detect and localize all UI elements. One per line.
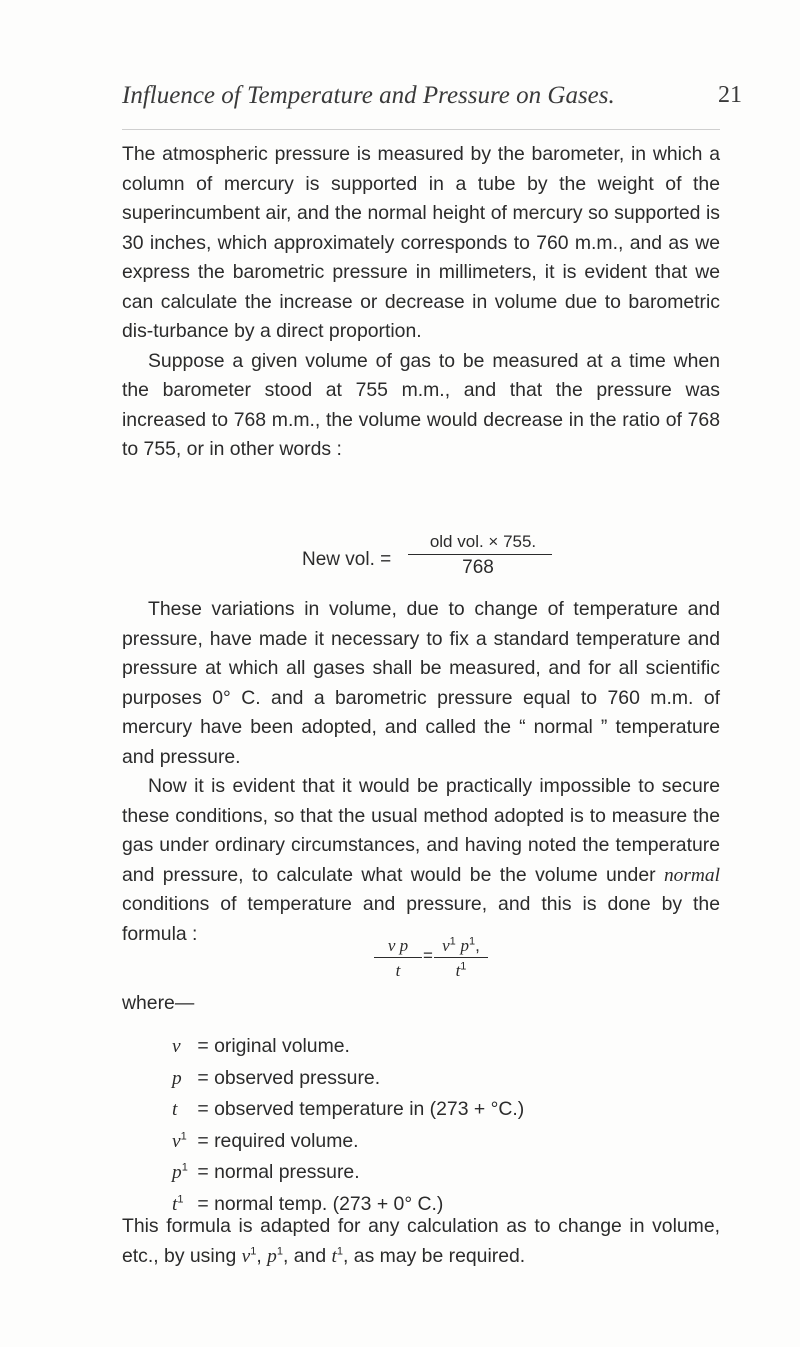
definition-symbol (172, 1126, 192, 1158)
formula-comma: , (475, 936, 480, 955)
formula-left-fraction (374, 936, 422, 981)
body-text-middle (122, 595, 720, 949)
closing-sup: 1 (336, 1245, 344, 1258)
symbol-letter: t (172, 1193, 178, 1215)
body-text-top (122, 140, 720, 465)
closing-var-v: v (241, 1245, 251, 1267)
definition-text: = observed pressure. (192, 1066, 381, 1089)
equation-numerator: old vol. × 755. (429, 532, 537, 551)
equation-gas-formula (374, 936, 494, 996)
formula-sup: 1 (469, 935, 476, 948)
symbol-sup: 1 (177, 1193, 184, 1206)
symbol-sup: 1 (181, 1161, 188, 1174)
closing-sep: , (256, 1244, 268, 1267)
symbol-letter: t (172, 1099, 178, 1120)
definition-symbol (172, 1063, 192, 1095)
equation-fraction (408, 532, 558, 579)
paragraph-suppose: Suppose a given volume of gas to be measured at a time when the barometer stood at 755 m.m., and that the pressure was increased to 768 m.m., the volume would decrease in the ratio of 768 to 755, or in other words : (122, 349, 720, 460)
formula-left-bar (374, 957, 422, 958)
definition-text: = normal temp. (273 + 0° C.) (192, 1192, 444, 1215)
definition-text: = original volume. (192, 1035, 350, 1057)
italic-normal: normal (663, 864, 720, 886)
definition-row (172, 1126, 524, 1158)
formula-right-bar (434, 957, 488, 958)
formula-right-numerator (442, 936, 480, 955)
closing-sup: 1 (276, 1245, 283, 1258)
closing-sup: 1 (250, 1245, 257, 1258)
definition-symbol (172, 1094, 192, 1126)
where-label: where— (122, 992, 195, 1014)
running-head (122, 82, 742, 122)
closing-part2: , as may be required. (343, 1244, 526, 1267)
running-title: Influence of Temperature and Pressure on Gases. (122, 82, 615, 109)
paragraph-closing (122, 1212, 720, 1271)
fraction-bar (408, 554, 552, 555)
closing-sep: , and (282, 1244, 332, 1267)
paragraph-now-evident-part1: Now it is evident that it would be practically impossible to secure these conditions, so that the usual method adopted is to measure the gas under ordinary circumstances, and having noted the temperature and pressure, to calculate what would be the volume under (122, 775, 720, 886)
symbol-letter: v (172, 1036, 181, 1057)
page-number: 21 (718, 82, 742, 108)
definition-row (172, 1063, 524, 1095)
closing-var-p: p (267, 1245, 277, 1267)
closing-var-t: t (331, 1245, 337, 1267)
definition-text: = observed temperature in (273 + °C.) (192, 1098, 525, 1120)
definition-row (172, 1157, 524, 1189)
definition-symbol (172, 1031, 192, 1063)
definition-symbol (172, 1157, 192, 1189)
definition-row (172, 1031, 524, 1063)
symbol-letter: p (172, 1162, 182, 1183)
formula-var-t1: t (455, 961, 461, 980)
header-rule (122, 129, 720, 130)
formula-right-fraction (434, 936, 488, 981)
formula-left-numerator: v p (387, 936, 409, 955)
formula-sup: 1 (460, 960, 467, 973)
equation-lhs: New vol. = (302, 549, 392, 570)
formula-right-denominator (456, 961, 467, 980)
formula-left-denominator: t (395, 961, 401, 980)
formula-sup: 1 (449, 935, 456, 948)
definition-row (172, 1094, 524, 1126)
definitions-list (172, 1031, 524, 1220)
symbol-sup: 1 (180, 1130, 187, 1143)
paragraph-now-evident-part2: conditions of temperature and pressure, and this is done by the formula : (122, 893, 720, 945)
definition-text: = required volume. (192, 1129, 359, 1152)
formula-equals: = (423, 946, 433, 965)
symbol-letter: v (172, 1130, 181, 1152)
equation-denominator: 768 (462, 557, 494, 578)
closing-part1: This formula is adapted for any calculation as to change in volume, etc., by using (122, 1215, 720, 1267)
paragraph-now-evident (122, 772, 720, 949)
formula-var-p1: p (460, 936, 470, 955)
symbol-letter: p (172, 1067, 182, 1089)
formula-var-v1: v (442, 936, 450, 955)
paragraph-variations: These variations in volume, due to change of temperature and pressure, have made it necessary to fix a standard temperature and pressure at which all gases shall be measured, and for all scientific purposes 0° C. and a barometric pressure equal to 760 m.m. of mercury have been adopted, and called the “ normal ” temperature and pressure. (122, 598, 720, 768)
definition-text: = normal pressure. (192, 1161, 360, 1183)
paragraph-barometer: The atmospheric pressure is measured by the barometer, in which a column of mercury is supported in a tube by the weight of the superincumbent air, and the normal height of mercury so supported is 30 inches, which approximately corresponds to 760 m.m., and as we express the barometric pressure in millimeters, it is evident that we can calculate the increase or decrease in volume due to barometric dis-turbance by a direct proportion. (122, 143, 720, 342)
